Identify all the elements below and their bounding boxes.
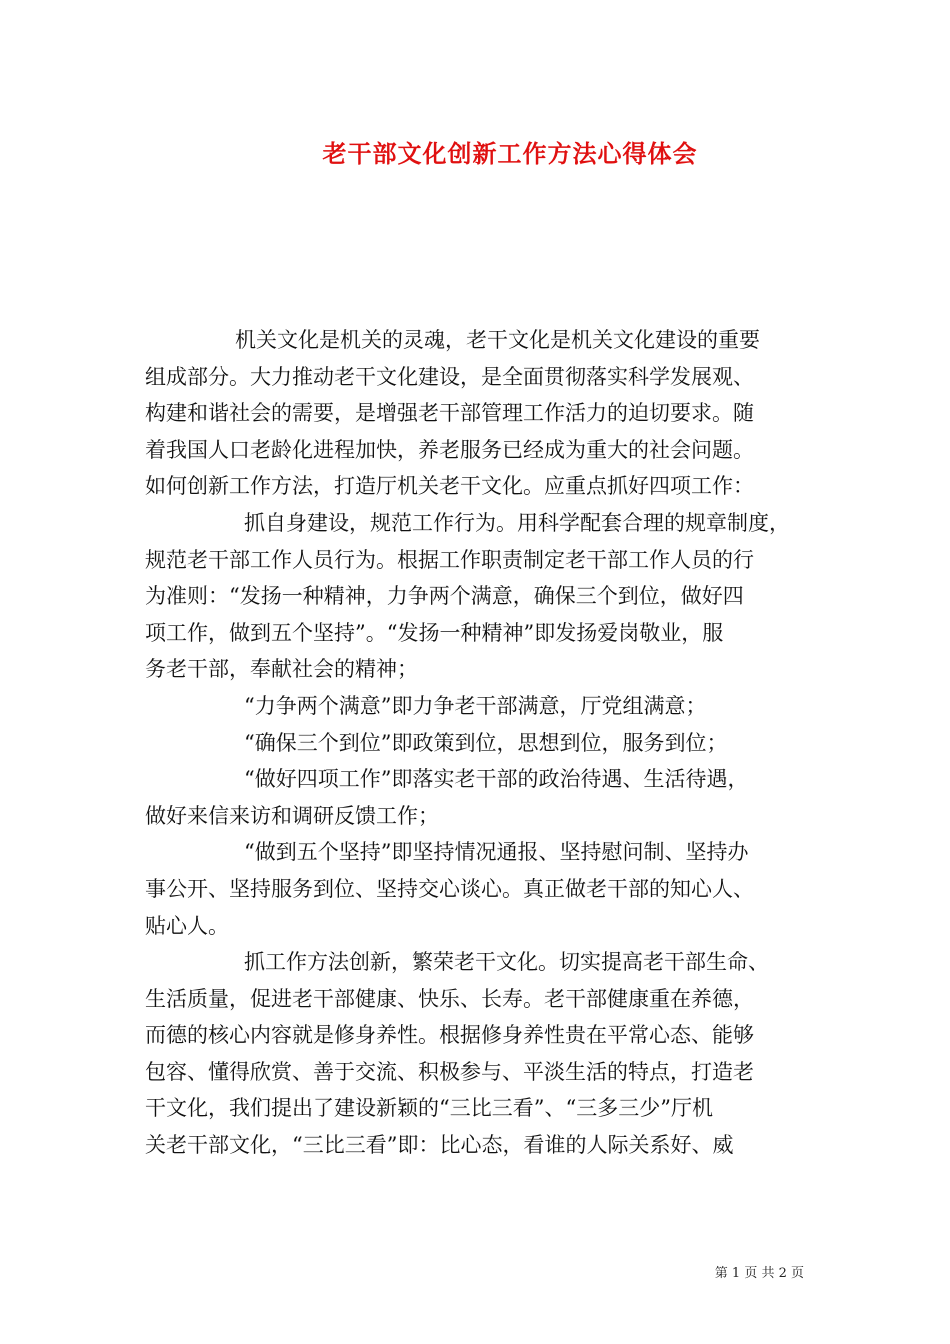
- body-line: “确保三个到位”即政策到位，思想到位，服务到位；: [244, 730, 728, 755]
- document-body: [145, 322, 815, 1164]
- body-line: 抓自身建设，规范工作行为。用科学配套合理的规章制度，: [244, 510, 790, 535]
- body-line: 如何创新工作方法，打造厅机关老干文化。应重点抓好四项工作：: [145, 474, 754, 499]
- body-line: 关老干部文化，“三比三看”即：比心态，看谁的人际关系好、威: [145, 1133, 734, 1158]
- body-line: 规范老干部工作人员行为。根据工作职责制定老干部工作人员的行: [145, 547, 754, 572]
- body-line: 事公开、坚持服务到位、坚持交心谈心。真正做老干部的知心人、: [145, 876, 754, 901]
- body-line: 贴心人。: [145, 913, 229, 938]
- body-line: 干文化，我们提出了建设新颖的“三比三看”、“三多三少”厅机: [145, 1096, 713, 1121]
- page-number-footer: 第 1 页 共 2 页: [714, 1266, 804, 1281]
- body-line: 而德的核心内容就是修身养性。根据修身养性贵在平常心态、能够: [145, 1023, 754, 1048]
- body-line: “做到五个坚持”即坚持情况通报、坚持慰问制、坚持办: [244, 840, 749, 865]
- body-line: 为准则：“发扬一种精神，力争两个满意，确保三个到位，做好四: [145, 584, 744, 609]
- body-line: 生活质量，促进老干部健康、快乐、长寿。老干部健康重在养德，: [145, 986, 754, 1011]
- body-line: “做好四项工作”即落实老干部的政治待遇、生活待遇，: [244, 767, 749, 792]
- body-line: 构建和谐社会的需要，是增强老干部管理工作活力的迫切要求。随: [145, 401, 754, 426]
- document-title: 老干部文化创新工作方法心得体会: [322, 139, 698, 168]
- body-line: 着我国人口老龄化进程加快，养老服务已经成为重大的社会问题。: [145, 437, 754, 462]
- body-line: 组成部分。大力推动老干文化建设，是全面贯彻落实科学发展观、: [145, 364, 754, 389]
- body-line: 项工作，做到五个坚持”。“发扬一种精神”即发扬爱岗敬业，服: [145, 620, 724, 645]
- body-line: 抓工作方法创新，繁荣老干文化。切实提高老干部生命、: [244, 950, 769, 975]
- body-line: 机关文化是机关的灵魂，老干文化是机关文化建设的重要: [235, 328, 760, 352]
- body-line: 包容、懂得欣赏、善于交流、积极参与、平淡生活的特点，打造老: [145, 1059, 754, 1084]
- body-line: “力争两个满意”即力争老干部满意，厅党组满意；: [244, 693, 707, 718]
- body-line: 做好来信来访和调研反馈工作；: [145, 803, 439, 828]
- body-line: 务老干部，奉献社会的精神；: [145, 657, 418, 682]
